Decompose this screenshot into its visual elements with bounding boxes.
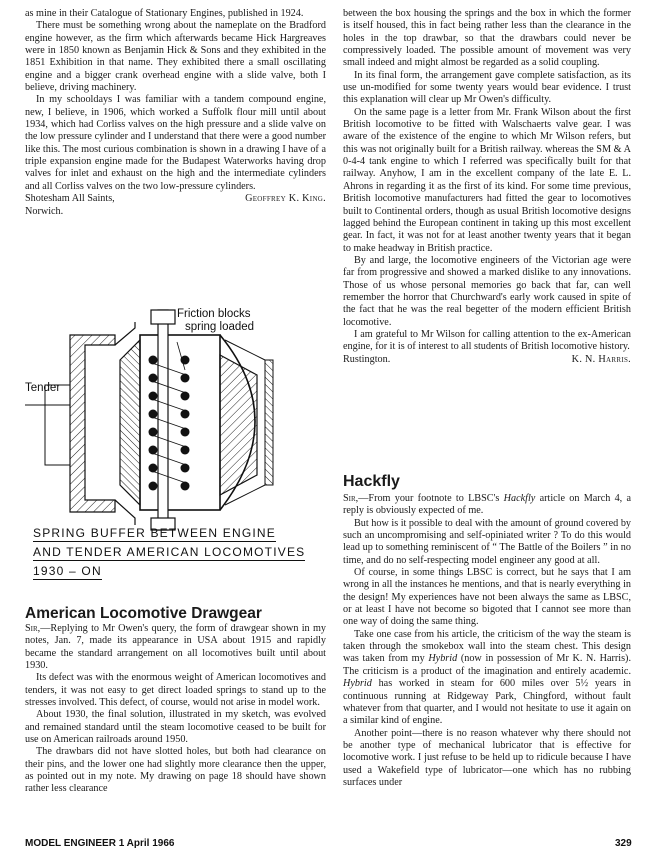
paragraph: Another point—there is no reason whatever why there should not be another type of mechanical lubricator that is effective for locomotive work. I just refuse to be held up to ridicule because I have used a Wakefield type of lubricator—one which has no rubbing surfaces under bbox=[343, 727, 631, 788]
paragraph: The drawbars did not have slotted holes, but both had clearance on their pins, and the lower one had slightly more clearance then the upper, as pointed out in my note. My drawing on page 18 should have shown rather less clearance bbox=[25, 746, 326, 795]
signoff-name: Geoffrey K. King. bbox=[245, 193, 326, 205]
drawgear-letter bbox=[25, 623, 326, 796]
paragraph: There must be something wrong about the nameplate on the Bradford engine however, as the firm which afterwards became Hick Hargreaves were in 1850 known as Benjamin Hick & Sons and they exhibited in the 1851 Exhibition in that name. They exhibited there a small oscillating engine and a bigger crank overhead engine with a slide valve, both I believe, driving machinery. bbox=[25, 20, 326, 94]
caption-text-3: 1930 – ON bbox=[33, 564, 102, 578]
paragraph: between the box housing the springs and the box in which the former is itself housed, this in fact being rather less than the clearance in the holes in the top drawbar, so that the drawbars could never be compressively loaded. The possible amount of movement was very small indeed and might almost be regarded as a solid coupling. bbox=[343, 8, 631, 69]
page-number: 329 bbox=[615, 838, 632, 849]
label-tender: Tender bbox=[25, 382, 61, 394]
signoff-line bbox=[25, 193, 326, 205]
left-column-text bbox=[25, 8, 326, 218]
caption-text-1: SPRING BUFFER BETWEEN ENGINE bbox=[33, 526, 276, 540]
signoff-place: Shotesham All Saints, bbox=[25, 193, 115, 205]
signoff-town: Norwich. bbox=[25, 205, 64, 217]
paragraph-text: —Replying to Mr Owen's query, the form of drawgear shown in my notes, Jan. 7, made its appearance in USA about 1915 and rapidly became the standard arrangement on all locomotives built until about 1930. bbox=[25, 623, 326, 672]
paragraph bbox=[343, 629, 631, 728]
paragraph-text: (now in possession of Mr K. N. Harris). The criticism is a product of the imagination and entirely academic. bbox=[343, 653, 631, 677]
caption-text-2: AND TENDER AMERICAN LOCOMOTIVES bbox=[33, 545, 306, 559]
paragraph-text: article on March 4, a reply is obviously expected of me. bbox=[343, 493, 632, 517]
footer-publication: MODEL ENGINEER 1 April 1966 bbox=[25, 838, 175, 849]
salutation: Sir, bbox=[25, 623, 41, 634]
salutation: Sir, bbox=[343, 493, 359, 504]
italic-title: Hackfly bbox=[503, 493, 536, 504]
paragraph: On the same page is a letter from Mr. Frank Wilson about the first British locomotive to be fitted with Walschaerts valve gear. I was aware of the existence of the engine to which Mr Wilson refers, but this was not originally built for a British railway. whereas the SM & A 0-4-4 tank engine to which I referred was specifically built for that railway. Anyhow, I am in the excellent company of the late E. L. Ahrons in regarding it as the first of its kind. For some time previous, British locomotive manufacturers had fitted the gear to locomotives built to Continental orders, though as usual British locomotive designs lagged behind the European continent in taking up this most excellent gear. In fact, it was not for at least another twenty years that it began to make headway in British practice. bbox=[343, 106, 631, 254]
signoff-name: K. N. Harris. bbox=[571, 353, 631, 365]
paragraph: About 1930, the final solution, illustrated in my sketch, was evolved and remained standard until the steam locomotive ceased to be built for use on American railroads around 1950. bbox=[25, 709, 326, 746]
caption-line-3 bbox=[33, 564, 102, 578]
right-column-text bbox=[343, 8, 631, 366]
paragraph bbox=[343, 493, 631, 518]
signoff-line bbox=[343, 354, 631, 366]
paragraph: In my schooldays I was familiar with a tandem compound engine, new, I believe, in 1906, which worked a Suffolk flour mill until about 1934, which had Corliss valves on the high pressure and a slide valve on the low pressure cylinder and I understand that there were a good number like this. The most curious combination is shown in a drawing I have of a triple expansion engine made for the Budapest Waterworks having drop valves for inlet and exhaust on the high and the intermediate cylinders and all Corliss valves on the two low-pressure cylinders. bbox=[25, 94, 326, 192]
paragraph bbox=[25, 623, 326, 672]
paragraph-text: has worked in steam for 600 miles over 5½ years in continuous running at Ridgeway Park, Chingford, without fault whatever from that quarter, and I would not hesitate to use it again on a similar kind of engine. bbox=[343, 678, 631, 727]
label-friction-blocks: Friction blocks bbox=[177, 308, 251, 320]
hackfly-letter bbox=[343, 493, 631, 789]
paragraph: By and large, the locomotive engineers of the Victorian age were far from progressive and showed a marked dislike to any innovations. Those of us whose personal memories go back that far, can well remember the horror that Churchward's early work caused in spite of the fact that he was the real begetter of the modern efficient British locomotive. bbox=[343, 254, 631, 328]
paragraph: Its defect was with the enormous weight of American locomotives and tenders, it was not easy to get direct loaded springs to stand up to the stresses involved. This defect, of course, would not arise in model work. bbox=[25, 672, 326, 709]
hackfly-heading: Hackfly bbox=[343, 473, 400, 490]
paragraph: I am grateful to Mr Wilson for calling attention to the ex-American engine, for it is of interest to all students of British locomotive history. bbox=[343, 328, 631, 353]
paragraph-text: —From your footnote to LBSC's bbox=[358, 493, 504, 504]
spring-buffer-figure bbox=[25, 300, 325, 590]
label-spring-loaded: spring loaded bbox=[185, 321, 255, 333]
signoff-place: Rustington. bbox=[343, 353, 391, 365]
paragraph: But how is it possible to deal with the amount of ground covered by such an uncompromising and self-opiniated writer ? To do this would lead up to something reminiscent of “ The Battle of the Boilers ” in no time, and do no self-respecting model engineer any good at all. bbox=[343, 517, 632, 566]
italic-title: Hybrid bbox=[343, 678, 372, 690]
paragraph: Of course, in some things LBSC is correct, but he says that I am wrong in all the instances he mentions, and that is nearly everything in the design! My experiences have not been always the same as LBSC, or at least I have not become so bigoted that I cannot see more than one way of doing the same thing. bbox=[343, 567, 631, 628]
italic-title: Hybrid bbox=[428, 653, 458, 665]
paragraph-text: Take one case from his article, the criticism of the way the steam is taken through the smokebox wall into the steam chest. This design was taken from my bbox=[343, 628, 631, 665]
paragraph: as mine in their Catalogue of Stationary Engines, published in 1924. bbox=[25, 8, 304, 19]
drawgear-heading: American Locomotive Drawgear bbox=[25, 605, 262, 622]
caption-line-1 bbox=[33, 526, 276, 540]
caption-line-2 bbox=[33, 545, 305, 559]
paragraph: In its final form, the arrangement gave complete satisfaction, as its use un-modified for some twenty years would bear evidence. I trust this explanation will clear up Mr Owen's difficulty. bbox=[343, 69, 631, 106]
